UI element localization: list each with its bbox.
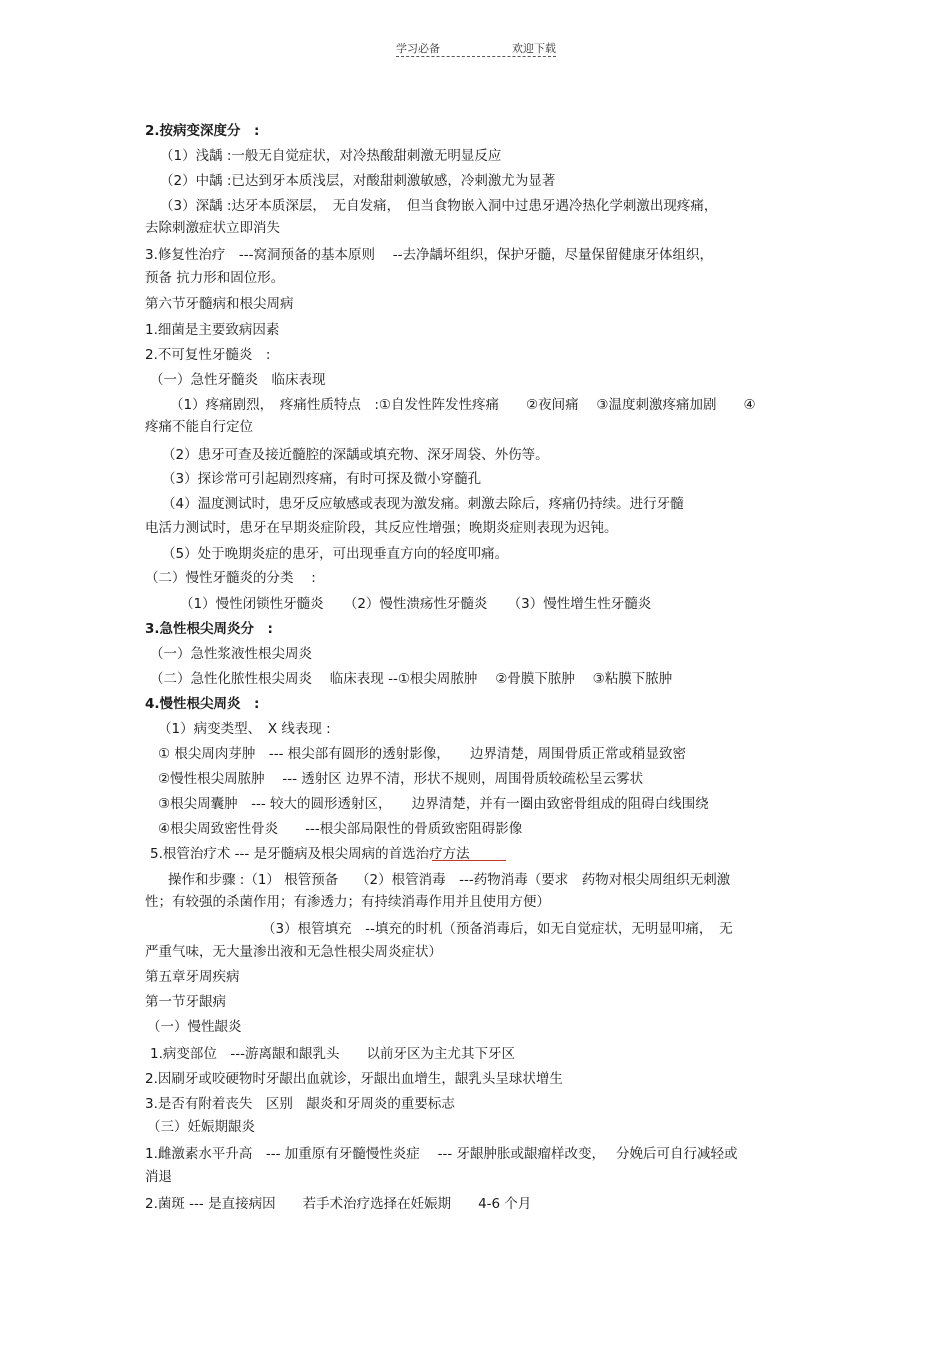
text-line: （3）根管填充 --填充的时机（预备消毒后，如无自觉症状，无明显叩痛， 无 <box>262 921 733 937</box>
text-line: 2.因刷牙或咬硬物时牙龈出血就诊，牙龈出血增生，龈乳头呈球状增生 <box>145 1071 563 1087</box>
text-line: （二）急性化脓性根尖周炎 临床表现 --①根尖周脓肿 ②骨膜下脓肿 ③粘膜下脓肿 <box>150 671 673 687</box>
text-line: ① 根尖周肉芽肿 --- 根尖部有圆形的透射影像， 边界清楚，周围骨质正常或稍显致密 <box>158 746 687 762</box>
text-line: （1）疼痛剧烈， 疼痛性质特点 :①自发性阵发性疼痛 ②夜间痛 ③温度刺激疼痛加剧 ④ <box>170 397 756 413</box>
header-left: 学习必备 <box>396 42 440 55</box>
text-line-underlined: 5.根管治疗术 --- 是牙髓病及根尖周病的首选治疗方法 <box>150 846 470 862</box>
text-line: 1.雌激素水平升高 --- 加重原有牙髓慢性炎症 --- 牙龈肿胀或龈瘤样改变， 分娩后可自行减轻或 <box>145 1146 738 1162</box>
text-line: （一）慢性龈炎 <box>147 1019 242 1035</box>
text-line: （一）急性牙髓炎 临床表现 <box>150 372 326 388</box>
text-line: 电活力测试时，患牙在早期炎症阶段，其反应性增强；晚期炎症则表现为迟钝。 <box>145 520 618 536</box>
text-line: （1）慢性闭锁性牙髓炎 （2）慢性溃疡性牙髓炎 （3）慢性增生性牙髓炎 <box>180 596 652 612</box>
text-line: 疼痛不能自行定位 <box>145 419 253 435</box>
text-line: 3.急性根尖周炎分 : <box>145 621 273 637</box>
text-line: 3.修复性治疗 ---窝洞预备的基本原则 --去净龋坏组织，保护牙髓，尽量保留健康牙体组织， <box>145 247 714 263</box>
text-line: 1.病变部位 ---游离龈和龈乳头 以前牙区为主尤其下牙区 <box>150 1046 515 1062</box>
text-line: ②慢性根尖周脓肿 --- 透射区 边界不清，形状不规则，周围骨质较疏松呈云雾状 <box>158 771 644 787</box>
text-line: （3）深龋 :达牙本质深层， 无自发痛， 但当食物嵌入洞中过患牙遇冷热化学刺激出现疼痛， <box>160 198 718 214</box>
text-line: 1.细菌是主要致病因素 <box>145 322 280 338</box>
red-underline <box>432 860 506 861</box>
text-line: （2）中龋 :已达到牙本质浅层，对酸甜刺激敏感，冷刺激尤为显著 <box>160 173 556 189</box>
header-divider <box>396 56 556 57</box>
page-header <box>396 40 556 58</box>
text-line: （3）探诊常可引起剧烈疼痛，有时可探及微小穿髓孔 <box>162 471 482 487</box>
text-line: 2.按病变深度分 : <box>145 123 260 139</box>
text-line: （2）患牙可查及接近髓腔的深龋或填充物、深牙周袋、外伤等。 <box>162 447 549 463</box>
text-line: （二）慢性牙髓炎的分类 : <box>145 570 316 586</box>
text-line: （1）浅龋 :一般无自觉症状，对冷热酸甜刺激无明显反应 <box>160 148 502 164</box>
text-line: （三）妊娠期龈炎 <box>147 1119 255 1135</box>
text-line: 性；有较强的杀菌作用；有渗透力；有持续消毒作用并且使用方便） <box>145 894 550 910</box>
text-line: 操作和步骤 :（1） 根管预备 （2）根管消毒 ---药物消毒（要求 药物对根尖周组织无刺激 <box>168 872 731 888</box>
text-line: （5）处于晚期炎症的患牙，可出现垂直方向的轻度叩痛。 <box>162 546 509 562</box>
header-right: 欢迎下载 <box>512 42 556 55</box>
text-line: ④根尖周致密性骨炎 ---根尖部局限性的骨质致密阻碍影像 <box>158 821 523 837</box>
section-heading: 第一节牙龈病 <box>145 994 226 1010</box>
text-line: （1）病变类型、 X 线表现 : <box>158 721 331 737</box>
text-line: 2.不可复性牙髓炎 : <box>145 347 271 363</box>
text-line: 严重气味，无大量渗出液和无急性根尖周炎症状） <box>145 944 442 960</box>
text-line: 预备 抗力形和固位形。 <box>145 270 285 286</box>
text-line: 2.菌斑 --- 是直接病因 若手术治疗选择在妊娠期 4-6 个月 <box>145 1196 532 1212</box>
text-line: ③根尖周囊肿 --- 较大的圆形透射区， 边界清楚，并有一圈由致密骨组成的阻碍白线围绕 <box>158 796 709 812</box>
section-heading: 第六节牙髓病和根尖周病 <box>145 296 294 312</box>
text-line: 4.慢性根尖周炎 : <box>145 696 260 712</box>
chapter-heading: 第五章牙周疾病 <box>145 969 240 985</box>
text-line: 3.是否有附着丧失 区别 龈炎和牙周炎的重要标志 <box>145 1096 455 1112</box>
text-line: （一）急性浆液性根尖周炎 <box>150 646 312 662</box>
text-line: 去除刺激症状立即消失 <box>145 220 280 236</box>
text-line: 消退 <box>145 1169 172 1185</box>
text-line: （4）温度测试时，患牙反应敏感或表现为激发痛。刺激去除后，疼痛仍持续。进行牙髓 <box>162 496 684 512</box>
